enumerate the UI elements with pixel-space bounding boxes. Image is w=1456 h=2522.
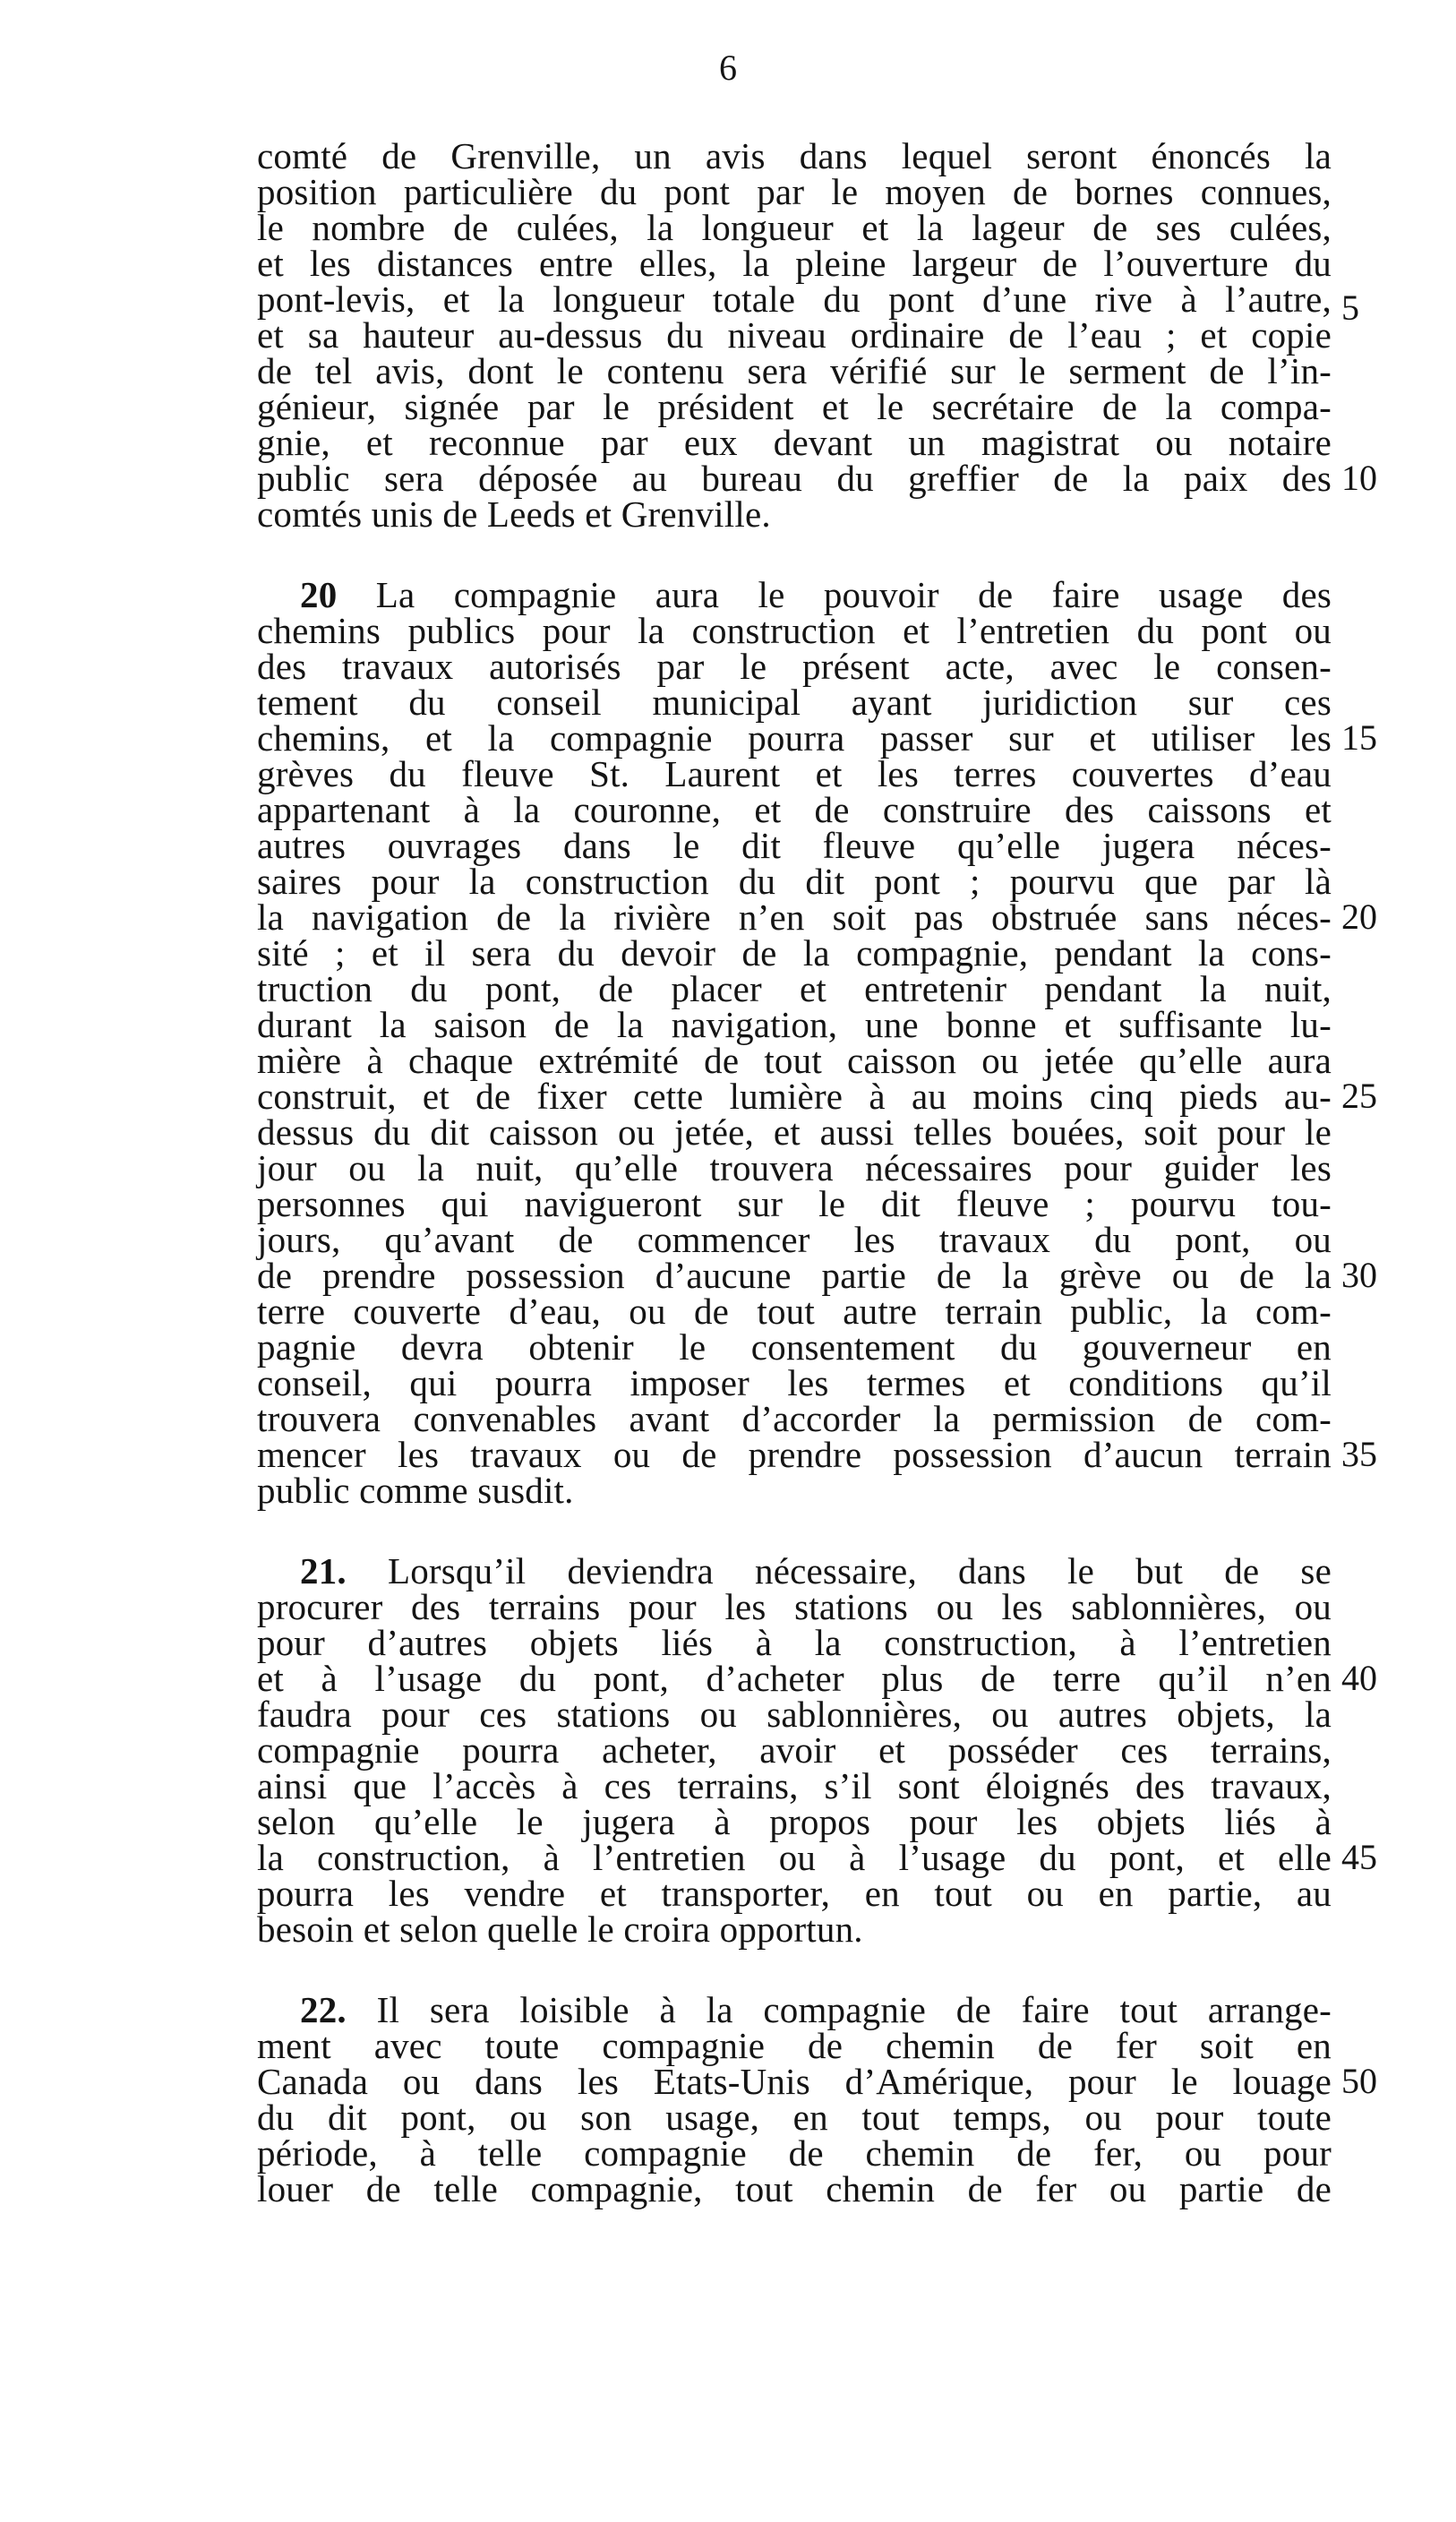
text-line xyxy=(257,2133,1332,2173)
text-line xyxy=(257,1623,1332,1662)
text-line xyxy=(257,1077,1332,1116)
line-text: sité ; et il sera du devoir de la compagnie, pendant la cons- xyxy=(257,932,1332,974)
text-line xyxy=(257,494,1332,534)
line-text: louer de telle compagnie, tout chemin de fer ou partie de xyxy=(257,2168,1332,2209)
line-text: chemins, et la compagnie pourra passer sur et utiliser les xyxy=(257,717,1332,759)
text-line xyxy=(257,754,1332,793)
text-line xyxy=(257,1220,1332,1259)
line-text: comté de Grenville, un avis dans lequel seront énoncés la xyxy=(257,135,1332,176)
line-text: trouvera convenables avant d’accorder la permission de com- xyxy=(257,1398,1332,1439)
line-text: ainsi que l’accès à ces terrains, s’il sont éloignés des travaux, xyxy=(257,1765,1332,1806)
text-line xyxy=(257,933,1332,973)
section-number: 22. xyxy=(300,1989,347,2030)
line-text: Canada ou dans les Etats-Unis d’Amérique, pour le louage xyxy=(257,2061,1332,2102)
margin-line-number: 20 xyxy=(1341,896,1377,937)
text-line xyxy=(257,790,1332,829)
text-line xyxy=(257,423,1332,462)
text-line xyxy=(257,1184,1332,1223)
text-line xyxy=(257,1694,1332,1734)
line-text: ment avec toute compagnie de chemin de fer soit en xyxy=(257,2025,1332,2066)
line-text: jours, qu’avant de commencer les travaux du pont, ou xyxy=(257,1219,1332,1260)
text-line xyxy=(257,1256,1332,1295)
margin-line-number: 25 xyxy=(1341,1076,1377,1116)
margin-line-number: 15 xyxy=(1341,717,1377,758)
line-text: procurer des terrains pour les stations ou les sablonnières, ou xyxy=(257,1586,1332,1627)
section-first-line xyxy=(257,1990,1332,2029)
line-text: dessus du dit caisson ou jetée, et aussi telles bouées, soit pour le xyxy=(257,1111,1332,1153)
line-text: besoin et selon quelle le croira opportun. xyxy=(257,1909,863,1950)
line-text: personnes qui navigueront sur le dit fleuve ; pourvu tou- xyxy=(257,1183,1332,1224)
line-text: pourra les vendre et transporter, en tout ou en partie, au xyxy=(257,1873,1332,1914)
line-text: tement du conseil municipal ayant juridiction sur ces xyxy=(257,682,1332,723)
line-text: pont-levis, et la longueur totale du pont d’une rive à l’autre, xyxy=(257,279,1332,320)
text-line xyxy=(257,1874,1332,1913)
text-line xyxy=(257,1587,1332,1626)
text-line xyxy=(257,718,1332,758)
text-line xyxy=(257,862,1332,901)
margin-line-number: 10 xyxy=(1341,458,1377,498)
line-text: pagnie devra obtenir le consentement du gouverneur en xyxy=(257,1326,1332,1368)
line-text: le nombre de culées, la longueur et la lageur de ses culées, xyxy=(257,207,1332,248)
line-text: mencer les travaux ou de prendre possession d’aucun terrain xyxy=(257,1434,1332,1475)
text-line xyxy=(257,387,1332,426)
text-line xyxy=(257,136,1332,176)
line-text: position particulière du pont par le moyen de bornes connues, xyxy=(257,171,1332,212)
section-number: 21. xyxy=(300,1550,347,1591)
text-line xyxy=(257,459,1332,498)
line-text: de tel avis, dont le contenu sera vérifié sur le serment de l’in- xyxy=(257,350,1332,391)
text-line xyxy=(257,1435,1332,1474)
text-line xyxy=(257,826,1332,865)
text-line xyxy=(257,647,1332,686)
text-line xyxy=(257,315,1332,355)
line-text: chemins publics pour la construction et l’entretien du pont ou xyxy=(257,610,1332,651)
margin-line-number: 35 xyxy=(1341,1434,1377,1474)
line-text: appartenant à la couronne, et de construire des caissons et xyxy=(257,789,1332,830)
line-text: et à l’usage du pont, d’acheter plus de terre qu’il n’en xyxy=(257,1658,1332,1699)
text-line xyxy=(257,1363,1332,1403)
line-text: truction du pont, de placer et entretenir pendant la nuit, xyxy=(257,968,1332,1009)
line-text: comtés unis de Leeds et Grenville. xyxy=(257,493,771,535)
text-line xyxy=(257,1802,1332,1841)
text-line xyxy=(257,351,1332,390)
line-text: public sera déposée au bureau du greffier de la paix des xyxy=(257,458,1332,499)
line-text: selon qu’elle le jugera à propos pour les objets liés à xyxy=(257,1801,1332,1842)
line-text: de prendre possession d’aucune partie de la grève ou de la xyxy=(257,1255,1332,1296)
text-line xyxy=(257,1112,1332,1152)
text-line xyxy=(257,1838,1332,1877)
text-line xyxy=(257,208,1332,247)
section-first-line xyxy=(257,575,1332,614)
text-line xyxy=(257,1471,1332,1510)
line-text: mière à chaque extrémité de tout caisson ou jetée qu’elle aura xyxy=(257,1040,1332,1081)
line-text: et sa hauteur au-dessus du niveau ordinaire de l’eau ; et copie xyxy=(257,314,1332,356)
line-text: conseil, qui pourra imposer les termes et conditions qu’il xyxy=(257,1362,1332,1403)
line-text: période, à telle compagnie de chemin de fer, ou pour xyxy=(257,2132,1332,2174)
text-line xyxy=(257,172,1332,211)
margin-line-number: 40 xyxy=(1341,1658,1377,1698)
line-text: compagnie pourra acheter, avoir et posséder ces terrains, xyxy=(257,1729,1332,1771)
page-number: 6 xyxy=(719,47,737,88)
text-line xyxy=(257,1766,1332,1806)
text-line xyxy=(257,1659,1332,1698)
text-line xyxy=(257,1041,1332,1080)
line-text: durant la saison de la navigation, une bonne et suffisante lu- xyxy=(257,1004,1332,1045)
line-text: La compagnie aura le pouvoir de faire usage des xyxy=(375,574,1332,615)
line-text: Il sera loisible à la compagnie de faire tout arrange- xyxy=(376,1989,1332,2030)
margin-line-number: 50 xyxy=(1341,2061,1377,2101)
line-text: et les distances entre elles, la pleine largeur de l’ouverture du xyxy=(257,243,1332,284)
line-text: terre couverte d’eau, ou de tout autre terrain public, la com- xyxy=(257,1291,1332,1332)
text-line xyxy=(257,1005,1332,1044)
text-line xyxy=(257,279,1332,319)
text-line xyxy=(257,1291,1332,1331)
line-text: public comme susdit. xyxy=(257,1470,574,1511)
text-line xyxy=(257,611,1332,650)
line-text: Lorsqu’il deviendra nécessaire, dans le but de se xyxy=(387,1550,1332,1591)
line-text: jour ou la nuit, qu’elle trouvera nécessaires pour guider les xyxy=(257,1147,1332,1188)
line-text: pour d’autres objets liés à la construction, à l’entretien xyxy=(257,1622,1332,1663)
line-text: faudra pour ces stations ou sablonnières, ou autres objets, la xyxy=(257,1694,1332,1735)
text-line xyxy=(257,682,1332,722)
line-text: gnie, et reconnue par eux devant un magistrat ou notaire xyxy=(257,422,1332,463)
text-line xyxy=(257,969,1332,1008)
line-text: grèves du fleuve St. Laurent et les terres couvertes d’eau xyxy=(257,753,1332,794)
text-line xyxy=(257,2026,1332,2065)
text-line xyxy=(257,2097,1332,2137)
text-line xyxy=(257,2062,1332,2101)
margin-line-number: 45 xyxy=(1341,1837,1377,1877)
section-number: 20 xyxy=(300,574,338,615)
text-line xyxy=(257,1730,1332,1770)
text-line xyxy=(257,897,1332,937)
margin-line-number: 30 xyxy=(1341,1255,1377,1295)
line-text: saires pour la construction du dit pont ; pourvu que par là xyxy=(257,861,1332,902)
text-line xyxy=(257,1148,1332,1188)
text-line xyxy=(257,1909,1332,1949)
text-line xyxy=(257,1327,1332,1367)
line-text: des travaux autorisés par le présent acte, avec le consen- xyxy=(257,646,1332,687)
line-text: génieur, signée par le président et le secrétaire de la compa- xyxy=(257,386,1332,427)
line-text: la navigation de la rivière n’en soit pas obstruée sans néces- xyxy=(257,896,1332,938)
margin-line-number: 5 xyxy=(1341,287,1359,328)
line-text: du dit pont, ou son usage, en tout temps, ou pour toute xyxy=(257,2097,1332,2138)
section-first-line xyxy=(257,1551,1332,1591)
line-text: construit, et de fixer cette lumière à au moins cinq pieds au- xyxy=(257,1076,1332,1117)
line-text: la construction, à l’entretien ou à l’usage du pont, et elle xyxy=(257,1837,1332,1878)
line-text: autres ouvrages dans le dit fleuve qu’elle jugera néces- xyxy=(257,825,1332,866)
text-line xyxy=(257,2169,1332,2209)
text-line xyxy=(257,244,1332,283)
text-line xyxy=(257,1399,1332,1438)
